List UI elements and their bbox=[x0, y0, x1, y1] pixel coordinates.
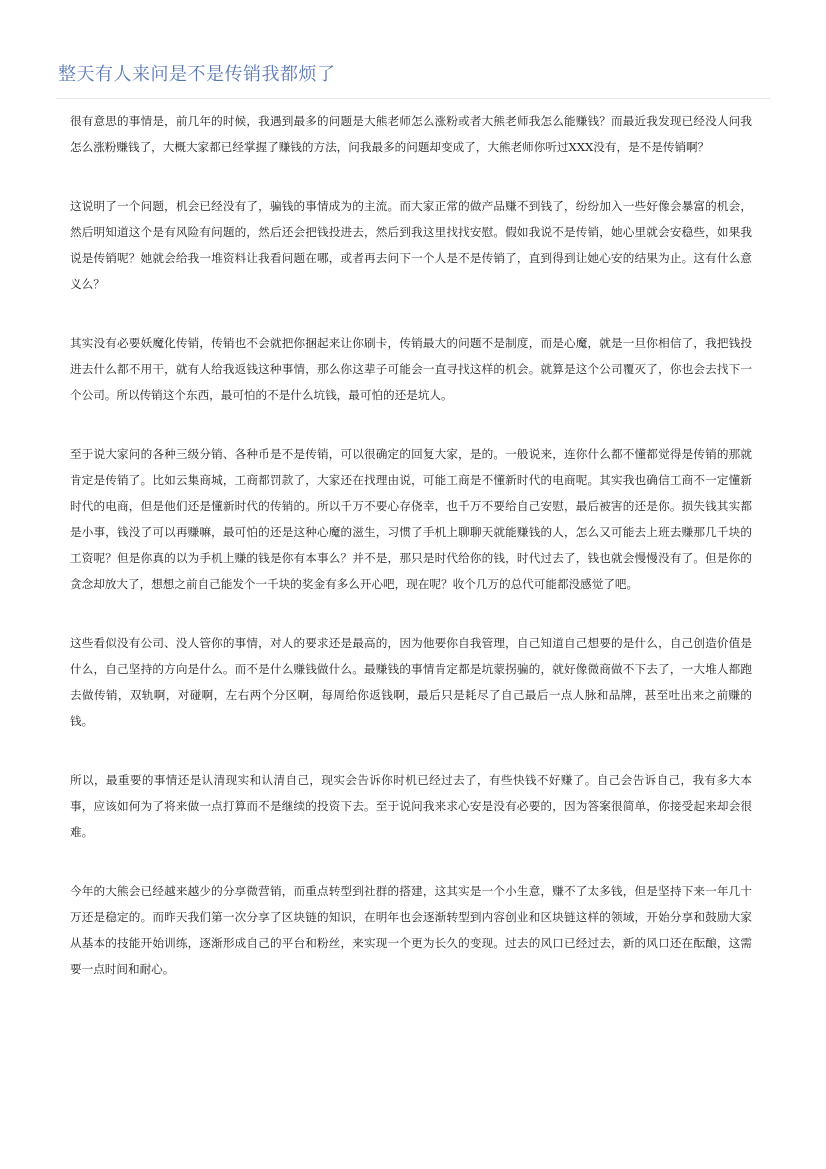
paragraph-5: 这些看似没有公司、没人管你的事情，对人的要求还是最高的，因为他要你自我管理，自己知道自己想要的是什么，自己创造价值是什么，自己坚持的方向是什么。而不是什么赚钱做什么。最赚钱的事情肯定都是坑蒙拐骗的，就好像微商做不下去了，一大堆人都跑去做传销，双轨啊，对碰啊，左右两个分区啊，每周给你返钱啊，最后只是耗尽了自己最后一点人脉和品牌，甚至吐出来之前赚的钱。 bbox=[70, 636, 752, 728]
paragraph-6: 所以，最重要的事情还是认清现实和认清自己，现实会告诉你时机已经过去了，有些快钱不好赚了。自己会告诉自己，我有多大本事，应该如何为了将来做一点打算而不是继续的投资下去。至于说问我来求心安是没有必要的，因为答案很简单，你接受起来却会很难。 bbox=[70, 773, 752, 839]
article-body bbox=[70, 108, 752, 1015]
article-title: 整天有人来问是不是传销我都烦了 bbox=[58, 64, 336, 85]
paragraph-4: 至于说大家问的各种三级分销、各种币是不是传销，可以很确定的回复大家，是的。一般说来，连你什么都不懂都觉得是传销的那就肯定是传销了。比如云集商城，工商都罚款了，大家还在找理由说，可能工商是不懂新时代的电商呢。其实我也确信工商不一定懂新时代的电商，但是他们还是懂新时代的传销的。所以千万不要心存侥幸，也千万不要给自己安慰，最后被害的还是你。损失钱其实都是小事，钱没了可以再赚嘛，最可怕的还是这种心魔的滋生，习惯了手机上聊聊天就能赚钱的人，怎么又可能去上班去赚那几千块的工资呢？但是你真的以为手机上赚的钱是你有本事么？并不是，那只是时代给你的钱，时代过去了，钱也就会慢慢没有了。但是你的贪念却放大了，想想之前自己能发个一千块的奖金有多么开心吧，现在呢？收个几万的总代可能都没感觉了吧。 bbox=[70, 447, 752, 591]
paragraph-1: 很有意思的事情是，前几年的时候，我遇到最多的问题是大熊老师怎么涨粉或者大熊老师我怎么能赚钱？而最近我发现已经没人问我怎么涨粉赚钱了，大概大家都已经掌握了赚钱的方法，问我最多的问题却变成了，大熊老师你听过XXX没有，是不是传销啊？ bbox=[70, 114, 752, 154]
paragraph-3: 其实没有必要妖魔化传销，传销也不会就把你捆起来让你刷卡，传销最大的问题不是制度，而是心魔，就是一旦你相信了，我把钱投进去什么都不用干，就有人给我返钱这种事情，那么你这辈子可能会一直寻找这样的机会。就算是这个公司覆灭了，你也会去找下一个公司。所以传销这个东西，最可怕的不是什么坑钱，最可怕的还是坑人。 bbox=[70, 336, 752, 402]
paragraph-7: 今年的大熊会已经越来越少的分享微营销，而重点转型到社群的搭建，这其实是一个小生意，赚不了太多钱，但是坚持下来一年几十万还是稳定的。而昨天我们第一次分享了区块链的知识，在明年也会逐渐转型到内容创业和区块链这样的领域，开始分享和鼓励大家从基本的技能开始训练，逐渐形成自己的平台和粉丝，来实现一个更为长久的变现。过去的风口已经过去，新的风口还在酝酿，这需要一点时间和耐心。 bbox=[70, 884, 752, 976]
title-divider bbox=[56, 98, 770, 99]
paragraph-2: 这说明了一个问题，机会已经没有了，骗钱的事情成为的主流。而大家正常的做产品赚不到钱了，纷纷加入一些好像会暴富的机会，然后明知道这个是有风险有问题的，然后还会把钱投进去，然后到我这里找找安慰。假如我说不是传销，她心里就会安稳些，如果我说是传销呢？她就会给我一堆资料让我看问题在哪，或者再去问下一个人是不是传销了，直到得到让她心安的结果为止。这有什么意义么？ bbox=[70, 199, 752, 291]
